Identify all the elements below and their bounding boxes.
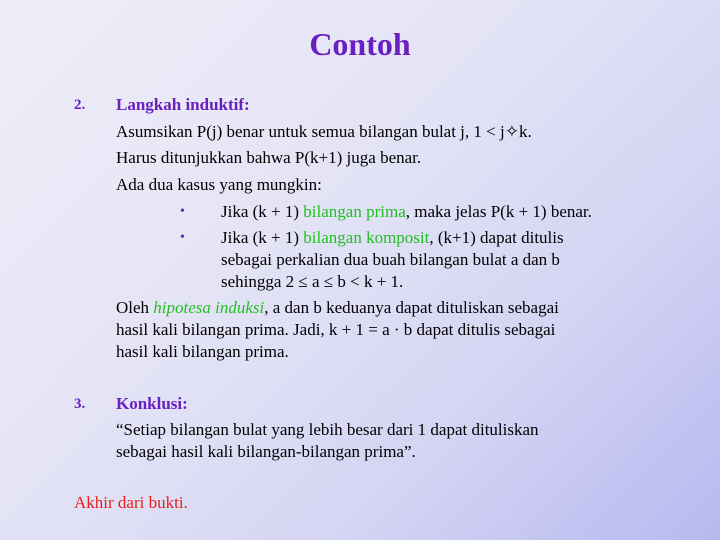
step-2-heading: Langkah induktif: [116,95,250,114]
step-3-number: 3. [74,396,86,412]
step-3-line-2: sebagai hasil kali bilangan-bilangan prima”. [116,442,416,461]
conclusion-before: Oleh [116,298,154,317]
bullet-1-before: Jika (k + 1) [221,202,304,221]
step-2-number: 2. [74,97,86,113]
step-2-line-3: Ada dua kasus yang mungkin: [116,175,322,194]
step-2-line-2: Harus ditunjukkan bahwa P(k+1) juga benar. [116,148,422,167]
bullet-2-line-3: sehingga 2 ≤ a ≤ b < k + 1. [221,272,404,291]
bullet-2-marker: • [180,230,185,245]
end-of-proof: Akhir dari bukti. [74,493,188,512]
bullet-1-marker: • [180,204,185,219]
bullet-2-line-2: sebagai perkalian dua buah bilangan bulat a dan b [221,250,560,269]
bullet-2-text [221,227,564,249]
bullet-1-highlight: bilangan prima [303,202,406,221]
slide-title: Contoh [309,26,411,62]
induction-conclusion-line-1 [116,297,559,319]
step-2-line-1: Asumsikan P(j) benar untuk semua bilangan bulat j, 1 < j✧k. [116,122,532,141]
step-3-line-1: “Setiap bilangan bulat yang lebih besar dari 1 dapat dituliskan [116,420,539,439]
bullet-2-highlight: bilangan komposit [303,228,430,247]
step-3-heading: Konklusi: [116,394,188,413]
bullet-2-after: , (k+1) dapat ditulis [429,228,564,247]
bullet-1-after: , maka jelas P(k + 1) benar. [405,202,592,221]
induction-conclusion-line-3: hasil kali bilangan prima. [116,342,289,361]
conclusion-highlight: hipotesa induksi [153,298,265,317]
induction-conclusion-line-2: hasil kali bilangan prima. Jadi, k + 1 = a · b dapat ditulis sebagai [116,320,556,339]
bullet-1-text [221,201,592,223]
conclusion-after: , a dan b keduanya dapat dituliskan sebagai [264,298,559,317]
bullet-2-before: Jika (k + 1) [221,228,304,247]
